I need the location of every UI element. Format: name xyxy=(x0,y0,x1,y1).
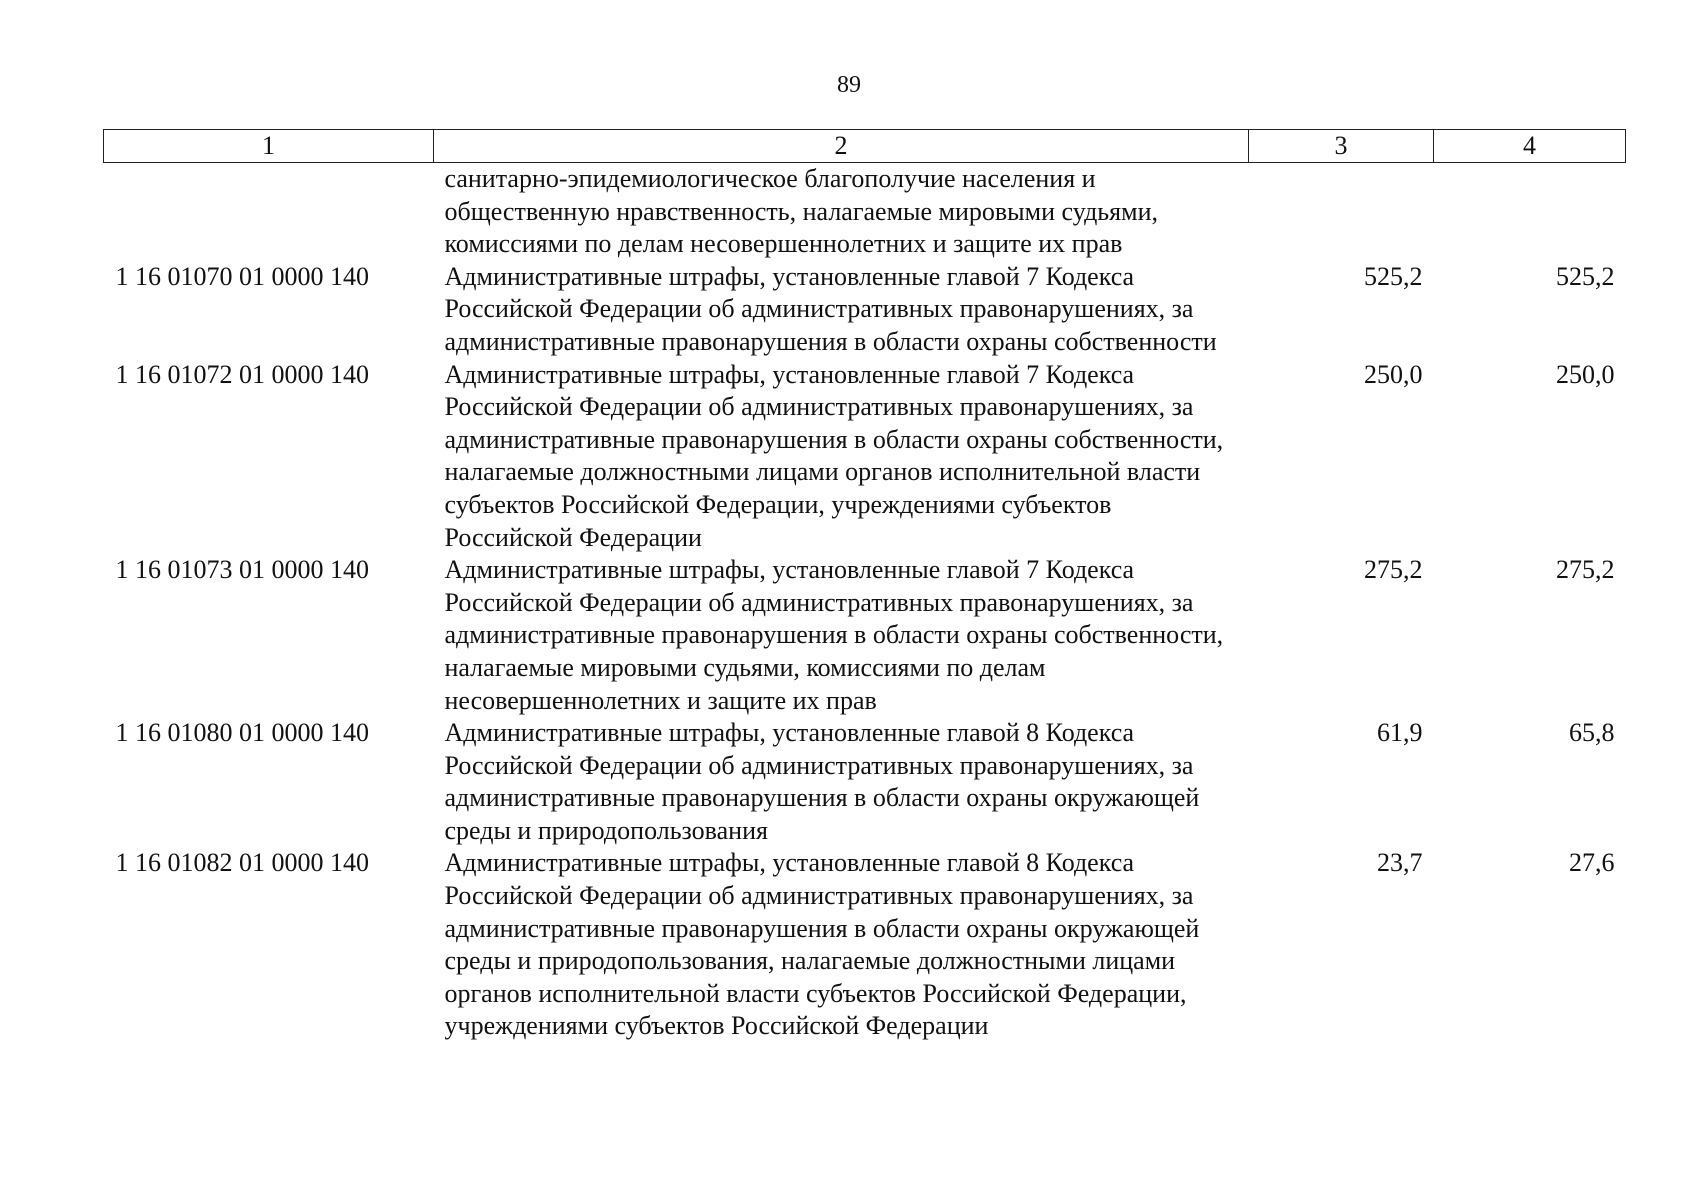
row-code: 1 16 01080 01 0000 140 xyxy=(115,718,369,748)
table-row xyxy=(104,261,1626,359)
row-value-col3: 250,0 xyxy=(1364,359,1423,389)
header-col-1: 1 xyxy=(104,130,434,163)
row-value-col4: 27,6 xyxy=(1569,848,1615,878)
row-value-col4: 250,0 xyxy=(1556,359,1615,389)
row-value-col4: 65,8 xyxy=(1569,718,1615,748)
row-code: 1 16 01082 01 0000 140 xyxy=(115,848,369,878)
row-value-col3: 23,7 xyxy=(1377,848,1423,878)
continuation-text: санитарно-эпидемиологическое благополучие населения и общественную нравственность, налагаемые мировыми судьями, комиссиями по делам несовершеннолетних и защите их прав xyxy=(444,164,1158,259)
table-row xyxy=(104,717,1626,847)
row-description: Административные штрафы, установленные главой 8 Кодекса Российской Федерации об административных правонарушениях, за административные правонарушения в области охраны окружающей среды и природопользования, налагаемые должностными лицами органов исполнительной власти субъектов Российской Федерации, учреждениями субъектов Российской Федерации xyxy=(444,848,1200,1041)
table-row xyxy=(104,359,1626,555)
row-description: Административные штрафы, установленные главой 7 Кодекса Российской Федерации об административных правонарушениях, за административные правонарушения в области охраны собственности, налагаемые должностными лицами органов исполнительной власти субъектов Российской Федерации, учреждениями субъектов Российской Федерации xyxy=(444,359,1224,552)
header-col-2: 2 xyxy=(434,130,1249,163)
table-header-row xyxy=(104,130,1626,163)
row-description: Административные штрафы, установленные главой 7 Кодекса Российской Федерации об административных правонарушениях, за административные правонарушения в области охраны собственности xyxy=(444,261,1217,356)
row-code: 1 16 01070 01 0000 140 xyxy=(115,261,369,291)
row-description: Административные штрафы, установленные главой 7 Кодекса Российской Федерации об административных правонарушениях, за административные правонарушения в области охраны собственности, налагаемые мировыми судьями, комиссиями по делам несовершеннолетних и защите их прав xyxy=(444,555,1224,715)
row-description: Административные штрафы, установленные главой 8 Кодекса Российской Федерации об административных правонарушениях, за административные правонарушения в области охраны окружающей среды и природопользования xyxy=(444,718,1200,845)
row-value-col4: 275,2 xyxy=(1556,555,1615,585)
header-col-4: 4 xyxy=(1434,130,1626,163)
table-row xyxy=(104,847,1626,1043)
row-value-col3: 61,9 xyxy=(1377,718,1423,748)
page-number: 89 xyxy=(837,72,861,98)
row-value-col3: 525,2 xyxy=(1364,261,1423,291)
continuation-row xyxy=(104,163,1626,261)
row-code: 1 16 01072 01 0000 140 xyxy=(115,359,369,389)
row-code: 1 16 01073 01 0000 140 xyxy=(115,555,369,585)
budget-revenue-table xyxy=(103,129,1626,1043)
header-col-3: 3 xyxy=(1249,130,1434,163)
table-row xyxy=(104,554,1626,717)
row-value-col4: 525,2 xyxy=(1556,261,1615,291)
row-value-col3: 275,2 xyxy=(1364,555,1423,585)
